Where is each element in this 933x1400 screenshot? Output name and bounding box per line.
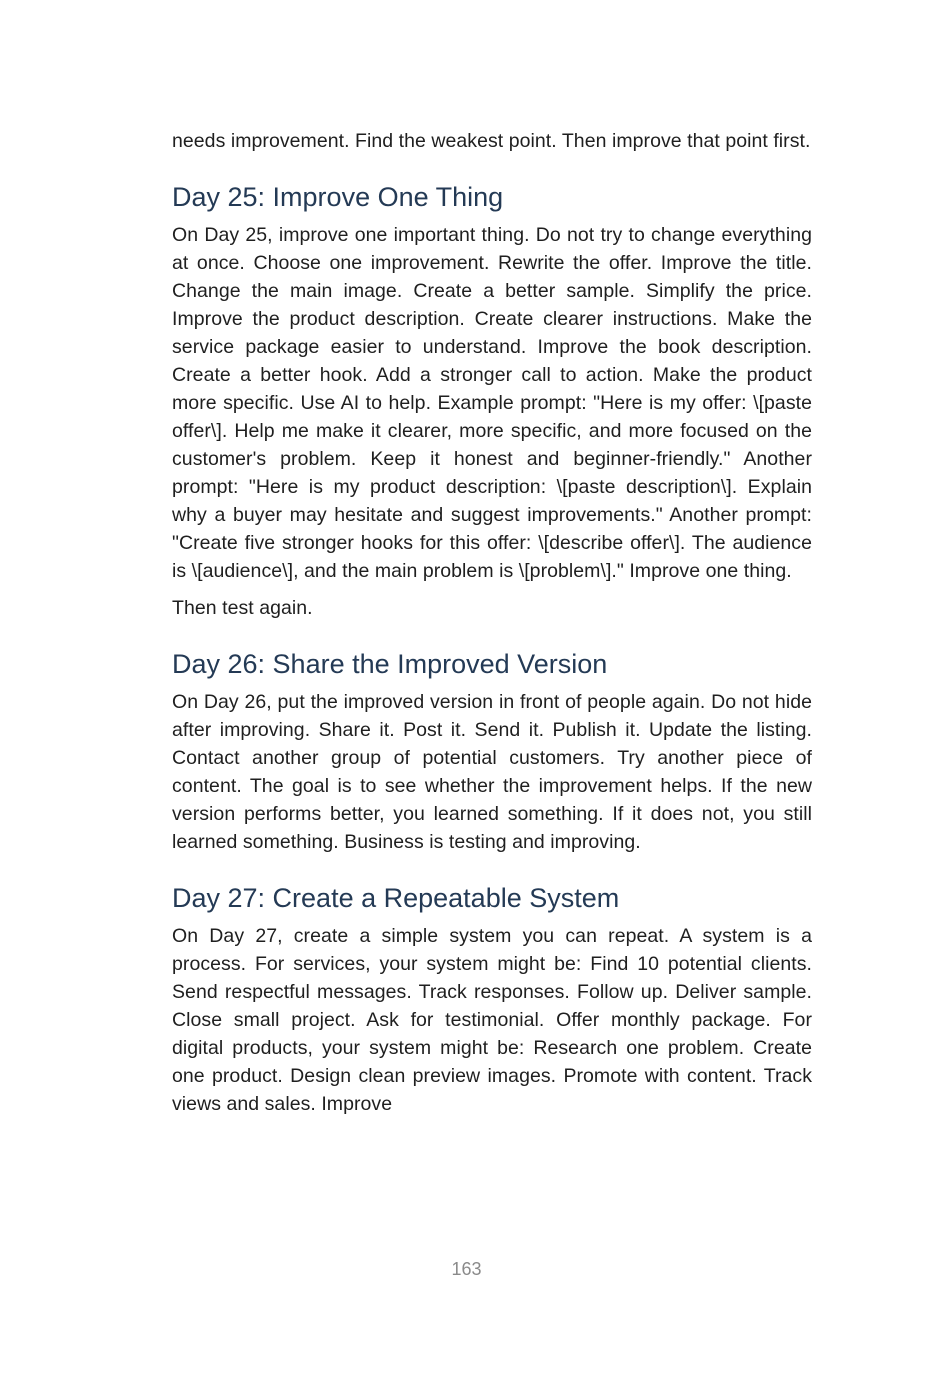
section-heading-day-26: Day 26: Share the Improved Version xyxy=(172,649,608,679)
section-paragraph-day-25-followup: Then test again. xyxy=(172,597,313,619)
page-number: 163 xyxy=(451,1259,482,1279)
intro-paragraph: needs improvement. Find the weakest point. Then improve that point first. xyxy=(172,130,811,152)
section-paragraph-day-26: On Day 26, put the improved version in front of people again. Do not hide after improving. Share it. Post it. Send it. Publish it. Update the listing. Contact another group of potential customers. Try another piece of content. The goal is to see whether the improvement helps. If the new version performs better, you learned something. If it does not, you still learned something. Business is testing and improving. xyxy=(172,691,812,853)
page-content xyxy=(172,127,812,1118)
section-heading-day-25: Day 25: Improve One Thing xyxy=(172,182,504,212)
section-paragraph-day-27: On Day 27, create a simple system you can repeat. A system is a process. For services, your system might be: Find 10 potential clients. Send respectful messages. Track responses. Follow up. Deliver sample. Close small project. Ask for testimonial. Offer monthly package. For digital products, your system might be: Research one problem. Create one product. Design clean preview images. Promote with content. Track views and sales. Improve xyxy=(172,925,812,1115)
section-heading-day-27: Day 27: Create a Repeatable System xyxy=(172,883,620,913)
section-paragraph-day-25: On Day 25, improve one important thing. Do not try to change everything at once. Choose one improvement. Rewrite the offer. Improve the title. Change the main image. Create a better sample. Simplify the price. Improve the product description. Create clearer instructions. Make the service package easier to understand. Improve the book description. Create a better hook. Add a stronger call to action. Make the product more specific. Use AI to help. Example prompt: "Here is my offer: \[paste offer\]. Help me make it clearer, more specific, and more focused on the customer's problem. Keep it honest and beginner-friendly." Another prompt: "Here is my product description: \[paste description\]. Explain why a buyer may hesitate and suggest improvements." Another prompt: "Create five stronger hooks for this offer: \[describe offer\]. The audience is \[audience\], and the main problem is \[problem\]." Improve one thing. xyxy=(172,224,812,582)
